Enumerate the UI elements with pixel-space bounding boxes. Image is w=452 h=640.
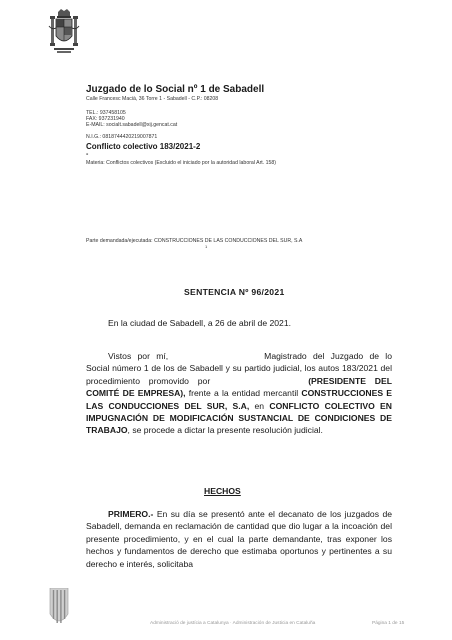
- intro-part-h: , se procede a dictar la presente resolución judicial.: [127, 425, 323, 436]
- catalonia-emblem-icon: [48, 588, 70, 628]
- intro-part-d: frente a la entidad mercantil: [188, 388, 299, 399]
- intro-part-f: en: [254, 400, 265, 411]
- intro-part-e: CONSTRUCCIONES E LAS CONDUCCIONES DEL SUR, S.A,: [86, 388, 393, 411]
- intro-paragraph: [86, 350, 392, 437]
- page-number: Página 1 de 15: [372, 621, 405, 626]
- parte-demandada: Parte demandada/ejecutada: CONSTRUCCIONES DE LAS CONDUCCIONES DEL SUR, S.A: [86, 238, 303, 244]
- materia-line: Materia: Conflictos colectivos (Excluido el iniciado por la autoridad laboral Art. 158): [86, 160, 277, 166]
- court-name: Juzgado de lo Social nº 1 de Sabadell: [86, 84, 265, 95]
- primero-label: PRIMERO.-: [108, 509, 154, 519]
- court-email: E-MAIL: socialt.sabadell@xij.gencat.cat: [86, 122, 178, 128]
- court-tel: TEL.: 937458105: [86, 110, 126, 116]
- sentencia-title: SENTENCIA Nº 96/2021: [184, 287, 285, 297]
- primero-paragraph: [86, 508, 392, 570]
- case-number: Conflicto colectivo 183/2021-2: [86, 142, 201, 151]
- city-date: En la ciudad de Sabadell, a 26 de abril de 2021.: [108, 318, 291, 328]
- intro-part-b: Magistrado del Juzgado de lo Social número 1 de los de Sabadell y su partido judicial, los autos 183/2021 del procedimiento promovido por: [86, 351, 392, 386]
- intro-part-a: Vistos por mí,: [108, 351, 169, 361]
- nig-number: N.I.G.: 0818744420219007871: [86, 134, 158, 140]
- intro-part-c: (PRESIDENTE DEL COMITÉ DE EMPRESA),: [86, 375, 392, 399]
- dash-mark: -: [86, 151, 89, 158]
- hechos-heading: HECHOS: [204, 486, 241, 496]
- primero-text: En su día se presentó ante el decanato de los juzgados de Sabadell, demanda en reclamación de cantidad que dio lugar a la incoación del presente procedimiento, y en el cual la parte demandante, tras exponer los hechos y fundamentos de derecho que estimaba oportunos y pertinentes a su derecho e interés, solicitaba: [86, 509, 392, 569]
- intro-part-g: CONFLICTO COLECTIVO EN IMPUGNACIÓN DE MODIFICACIÓN SUSTANCIAL DE CONDICIONES DE TRABAJO: [86, 400, 392, 436]
- court-fax: FAX: 937231940: [86, 116, 125, 122]
- spain-coat-of-arms-icon: [48, 8, 80, 56]
- parte-mark: 1: [205, 244, 208, 249]
- footer-administration: Administració de justícia a Catalunya · Administración de Justicia en Cataluña: [150, 621, 316, 626]
- court-address: Calle Francesc Macià, 36 Torre 1 - Sabadell - C.P.: 08208: [86, 96, 219, 102]
